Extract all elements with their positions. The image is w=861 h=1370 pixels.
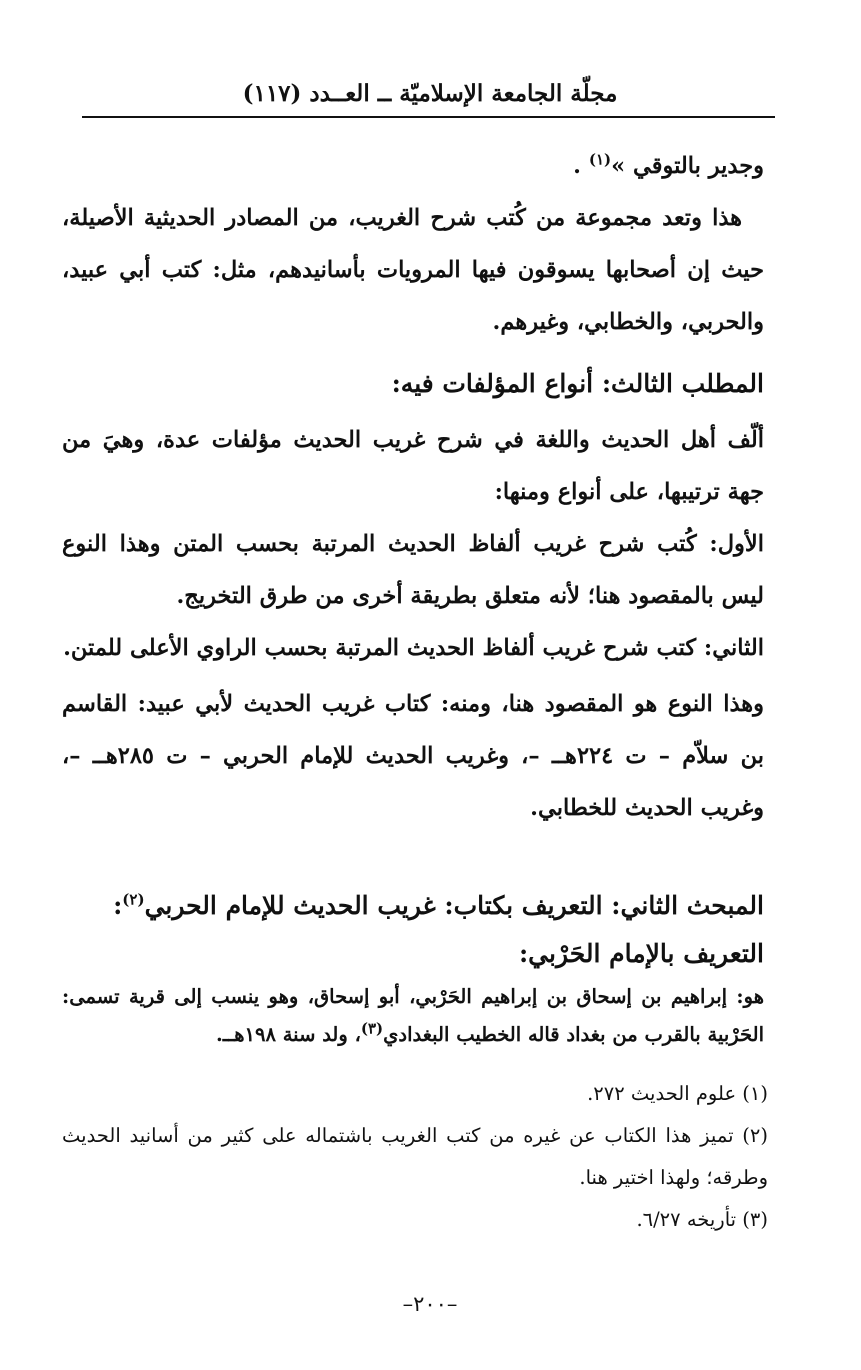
mabhath-heading-colon: : [113, 891, 123, 920]
footnote-ref-1[interactable]: (١) [588, 150, 612, 169]
biography-birth: ، ولد سنة ١٩٨هــ. [216, 1023, 361, 1046]
paragraph-type-first: الأول: كُتب شرح غريب ألفاظ الحديث المرتبة بحسب المتن وهذا النوع ليس بالمقصود هنا؛ لأنه متعلق بطريقة أخرى من طرق التخريج. [62, 531, 764, 609]
paragraph-quote-end [62, 140, 764, 192]
quote-end-punct: . [573, 153, 581, 179]
mabhath-section [62, 882, 764, 1054]
section-heading-matlab: المطلب الثالث: أنواع المؤلفات فيه: [391, 369, 764, 398]
biography-paragraph [62, 978, 764, 1054]
header-rule [82, 116, 775, 118]
paragraph-gharib-sources: هذا وتعد مجموعة من كُتب شرح الغريب، من المصادر الحديثية الأصيلة، حيث إن أصحابها يسوقون فيها المرويات بأسانيدهم، مثل: كتب أبي عبيد، والحربي، والخطابي، وغيرهم. [62, 205, 764, 335]
footnote-ref-2[interactable]: (٢) [122, 890, 145, 909]
page-number: –٢٠٠– [402, 1292, 458, 1316]
paragraph-types-intro: ألّف أهل الحديث واللغة في شرح غريب الحديث مؤلفات عدة، وهيَ من جهة ترتيبها، على أنواع ومنها: [62, 427, 764, 505]
biography-subheading: التعريف بالإمام الحَرْبي: [518, 939, 764, 968]
footnote-ref-3[interactable]: (٣) [360, 1019, 384, 1038]
footnotes [62, 1073, 768, 1241]
main-text [62, 140, 764, 1054]
biography-text: هو: إبراهيم بن إسحاق بن إبراهيم الحَرْبي، أبو إسحاق، وهو ينسب إلى قرية تسمى: الحَرْبية بالقرب من بغداد قاله الخطيب البغدادي [62, 985, 764, 1046]
quote-end-text: وجدير بالتوقي » [611, 153, 764, 179]
paragraph-type-second: الثاني: كتب شرح غريب ألفاظ الحديث المرتبة بحسب الراوي الأعلى للمتن. [63, 635, 764, 661]
footnote-2: (٢) تميز هذا الكتاب عن غيره من كتب الغريب باشتماله على كثير من أسانيد الحديث وطرقه؛ ولهذا اختير هنا. [62, 1124, 768, 1189]
footnote-3: (٣) تأريخه ٦/٢٧. [636, 1208, 768, 1231]
footnote-1: (١) علوم الحديث ٢٧٢. [587, 1082, 768, 1105]
mabhath-heading [62, 882, 764, 930]
mabhath-heading-text: المبحث الثاني: التعريف بكتاب: غريب الحديث للإمام الحربي [144, 891, 764, 920]
paragraph-intended-type: وهذا النوع هو المقصود هنا، ومنه: كتاب غريب الحديث لأبي عبيد: القاسم بن سلاّم – ت ٢٢٤هــ –، وغريب الحديث للإمام الحربي – ت ٢٨٥هــ –، وغريب الحديث للخطابي. [62, 691, 764, 821]
running-header: مجلّة الجامعة الإسلاميّة ــ العــدد (١١٧) [242, 80, 618, 107]
